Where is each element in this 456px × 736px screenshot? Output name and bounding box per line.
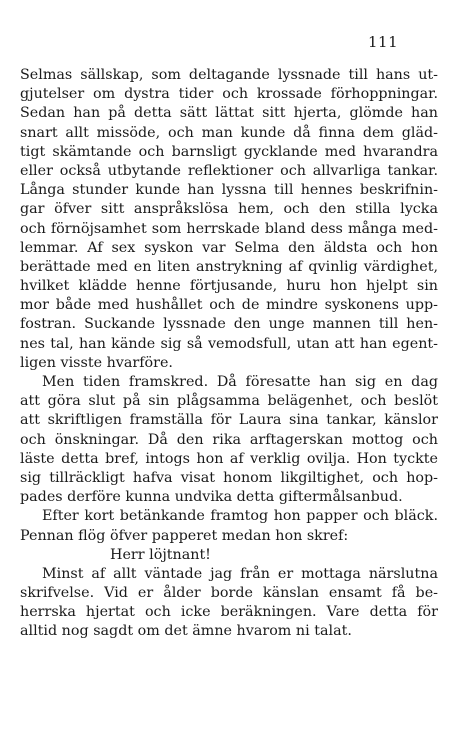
text-line: hvilket klädde henne förtjusande, huru hon hjelpt sin — [20, 278, 438, 295]
text-line: alltid nog sagdt om det ämne hvarom ni talat. — [20, 623, 352, 640]
text-line: läste detta bref, intogs hon af verklig ovilja. Hon tyckte — [20, 450, 438, 467]
text-line: Efter kort betänkande framtog hon papper och bläck. — [42, 508, 438, 525]
text-line: Långa stunder kunde han lyssna till hennes beskrifnin- — [20, 182, 438, 199]
page-number: 111 — [368, 33, 399, 51]
text-line: ligen visste hvarföre. — [20, 354, 173, 371]
text-line: herrska hjertat och icke beräkningen. Vare detta för — [20, 604, 438, 621]
text-line: Pennan flög öfver papperet medan hon skref: — [20, 527, 349, 544]
text-line: och önskningar. Då den rika arftagerskan mottog och — [20, 431, 438, 448]
text-line: mor både med hushållet och de mindre syskonens upp- — [20, 297, 438, 314]
text-line: fostran. Suckande lyssnade den unge mannen till hen- — [20, 316, 438, 333]
text-line: gar öfver sitt anspråkslösa hem, och den stilla lycka — [20, 201, 438, 218]
text-line: att göra slut på sin plågsamma belägenhet, och beslöt — [20, 393, 438, 410]
text-line: eller också utbytande reflektioner och allvarliga tankar. — [20, 162, 438, 179]
text-line: och förnöjsamhet som herrskade bland dess många med- — [20, 220, 438, 237]
text-line: Men tiden framskred. Då föresatte han sig en dag — [42, 374, 438, 390]
text-line: att skriftligen framställa för Laura sina tankar, känslor — [20, 412, 438, 429]
text-line: pades derföre kunna undvika detta giftermålsanbud. — [20, 489, 403, 506]
text-line: berättade med en liten anstrykning af qvinlig värdighet, — [20, 258, 438, 275]
text-line: Selmas sällskap, som deltagande lyssnade till hans ut- — [20, 67, 438, 83]
body-text — [20, 66, 438, 642]
text-line: snart allt missöde, och man kunde då finna dem gläd- — [20, 124, 438, 141]
text-line: Sedan han på detta sätt lättat sitt hjerta, glömde han — [20, 105, 438, 122]
text-line: nes tal, han kände sig så vemodsfull, utan att han egent- — [20, 335, 438, 352]
text-line: skrifvelse. Vid er ålder borde känslan ensamt få be- — [20, 585, 438, 602]
text-line: Minst af allt väntade jag från er mottaga närslutna — [42, 565, 438, 582]
text-line: lemmar. Af sex syskon var Selma den äldsta och hon — [20, 239, 438, 256]
text-line: sig tillräckligt hafva visat honom likgiltighet, och hop- — [20, 469, 438, 486]
text-line: Herr löjtnant! — [110, 546, 211, 563]
text-line: gjutelser om dystra tider och krossade förhoppningar. — [20, 86, 438, 103]
text-line: tigt skämtande och barnsligt gycklande med hvarandra — [20, 143, 438, 160]
